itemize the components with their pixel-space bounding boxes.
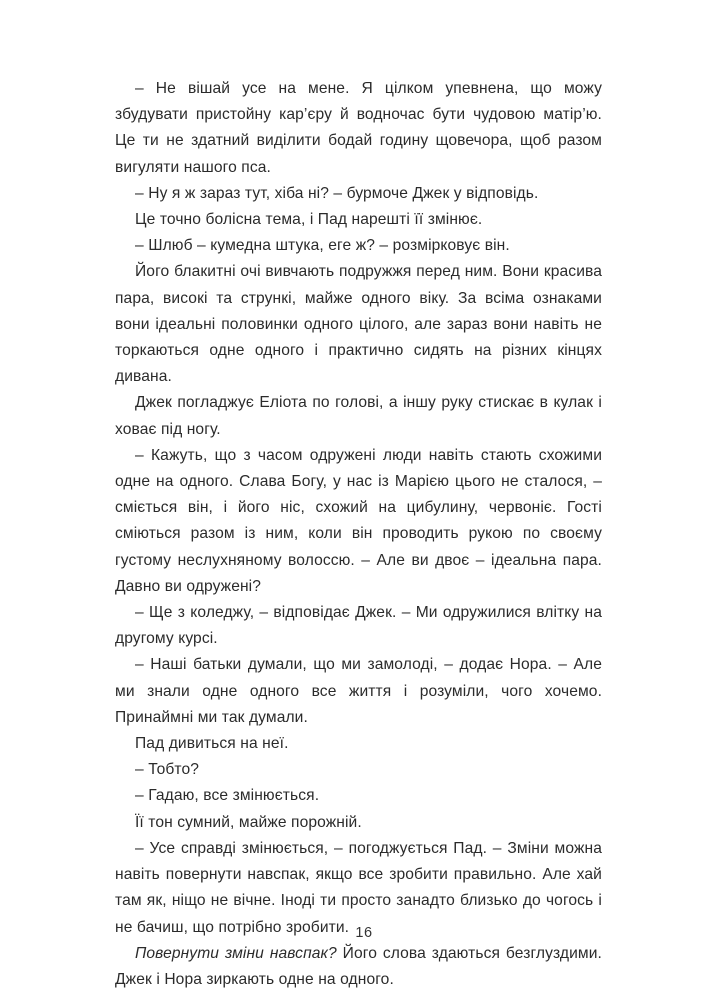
- paragraph: Джек погладжує Еліота по голові, а іншу руку стискає в кулак і ховає під ногу.: [115, 394, 602, 438]
- paragraph: – Усе справді змінюється, – погоджується Пад. – Зміни можна навіть повернути навспак, якщо все зробити правильно. Але хай там як, ніщо не вічне. Іноді ти просто занадто близько до чогось і не бачиш, що потрібно зробити.: [115, 839, 602, 936]
- paragraph: – Тобто?: [135, 761, 200, 779]
- paragraph: – Ще з коледжу, – відповідає Джек. – Ми одружилися влітку на другому курсі.: [115, 604, 602, 648]
- paragraph: – Не вішай усе на мене. Я цілком упевнена, що можу збудувати пристойну кар’єру й водночас бути чудовою матір’ю. Це ти не здатний виділити бодай годину щовечора, щоб разом вигуляти нашого пса.: [115, 80, 602, 176]
- paragraph: Пад дивиться на неї.: [135, 735, 289, 753]
- paragraph: – Гадаю, все змінюється.: [135, 787, 320, 805]
- italic-thought: Повернути зміни навспак?: [135, 944, 337, 962]
- paragraph: – Ну я ж зараз тут, хіба ні? – бурмоче Джек у відповідь.: [135, 184, 539, 202]
- paragraph: [115, 941, 602, 993]
- paragraph-continuation: Його слова здаються безглуздими. Джек і Нора зиркають одне на одного.: [115, 944, 602, 988]
- paragraph: – Кажуть, що з часом одружені люди навіть стають схожими одне на одного. Слава Богу, у нас із Марією цього не сталося, – сміється він, і його ніс, схожий на цибулину, червоніє. Гості сміються разом із ним, коли він проводить рукою по своєму густому неслухняному волоссю. – Але ви двоє – ідеальна пара. Давно ви одружені?: [115, 446, 602, 595]
- paragraph: Його блакитні очі вивчають подружжя перед ним. Вони красива пара, високі та стрункі, майже одного віку. За всіма ознаками вони ідеальні половинки одного цілого, але зараз вони навіть не торкаються одне одного і практично сидять на різних кінцях дивана.: [115, 263, 602, 386]
- paragraph: Її тон сумний, майже порожній.: [135, 813, 362, 831]
- paragraph: – Наші батьки думали, що ми замолоді, – додає Нора. – Але ми знали одне одного все життя і розуміли, чого хочемо. Принаймні ми так думали.: [115, 656, 602, 726]
- page-number: 16: [355, 925, 373, 941]
- body-text: [115, 76, 602, 993]
- paragraph: Це точно болісна тема, і Пад нарешті її змінює.: [135, 211, 483, 229]
- paragraph: – Шлюб – кумедна штука, еге ж? – розмірковує він.: [135, 237, 510, 255]
